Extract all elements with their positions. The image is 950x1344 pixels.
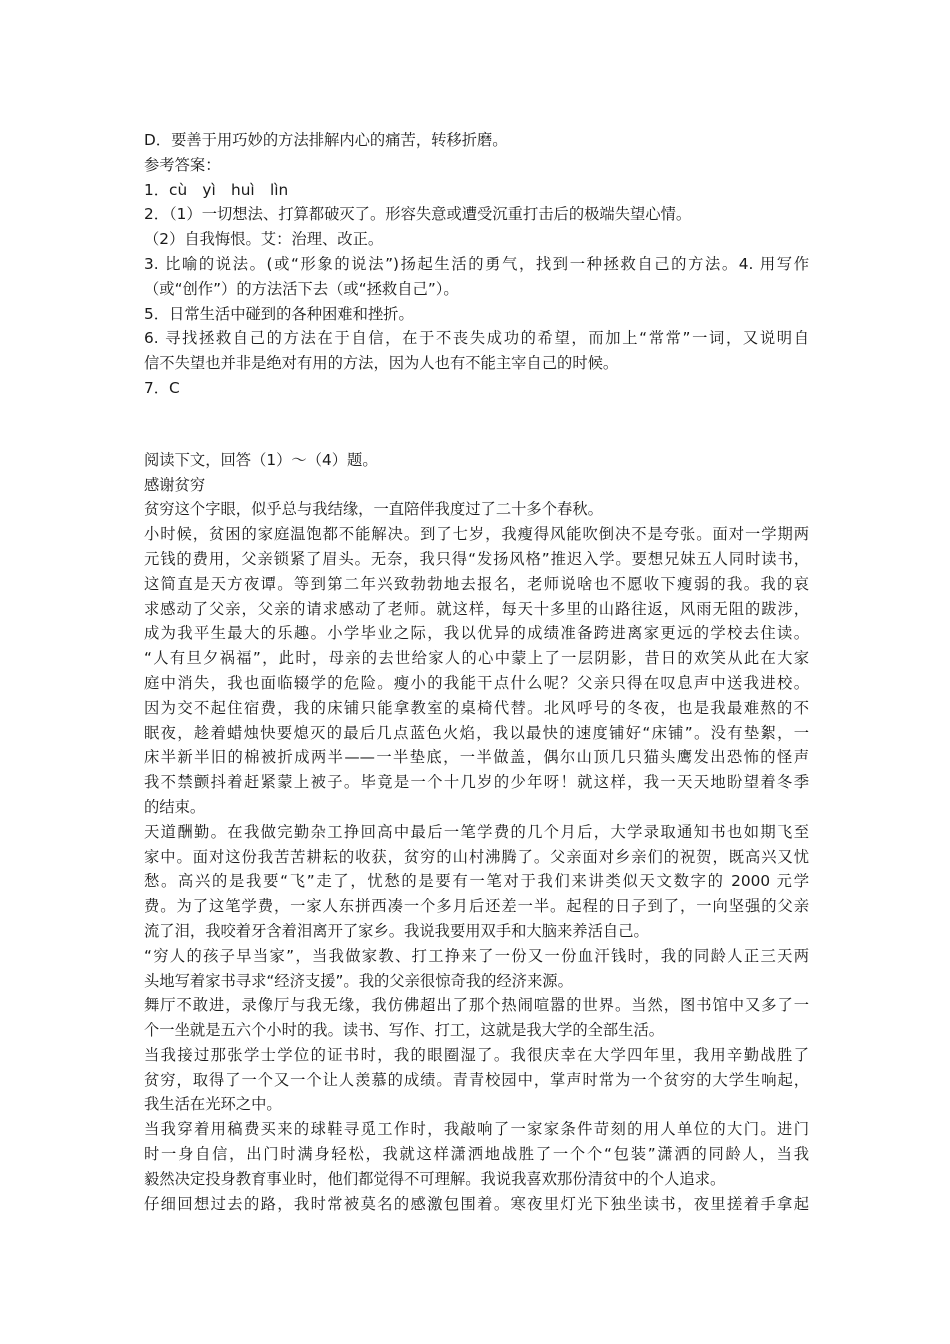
article-line: 头地写着家书寻求“经济支援”。我的父亲很惊奇我的经济来源。 (144, 971, 573, 990)
document-body (144, 128, 809, 1216)
article-line: 当我接过那张学士学位的证书时，我的眼圈湿了。我很庆幸在大学四年里，我用辛勤战胜了 (144, 1045, 809, 1064)
article-line: 小时候，贫困的家庭温饱都不能解决。到了七岁，我瘦得风能吹倒决不是夸张。面对一学期两 (144, 525, 809, 544)
section-gap (144, 401, 809, 448)
article-line: 贫穷这个字眼，似乎总与我结缘，一直陪伴我度过了二十多个春秋。 (144, 500, 603, 519)
answer-7: 7．C (144, 378, 180, 397)
article-line: 我不禁颤抖着赶紧蒙上被子。毕竟是一个十几岁的少年呀！就这样，我一天天地盼望着冬季 (144, 773, 809, 792)
answer-6-line-2: 信不失望也并非是绝对有用的方法，因为人也有不能主宰自己的时候。 (144, 354, 619, 373)
article-line: 元钱的费用，父亲锁紧了眉头。无奈，我只得“发扬风格”推迟入学。要想兄妹五人同时读书， (144, 549, 809, 568)
article-line: 毅然决定投身教育事业时，他们都觉得不可理解。我说我喜欢那份清贫中的个人追求。 (144, 1169, 726, 1188)
article-line: 仔细回想过去的路，我时常被莫名的感激包围着。寒夜里灯光下独坐读书，夜里搓着手拿起 (144, 1194, 809, 1213)
answer-2-part-2: （2）自我悔恨。艾：治理、改正。 (144, 230, 384, 249)
article-line: 当我穿着用稿费买来的球鞋寻觅工作时，我敲响了一家家条件苛刻的用人单位的大门。进门 (144, 1120, 809, 1139)
answer-6-line-1: 6. 寻找拯救自己的方法在于自信，在于不丧失成功的希望，而加上“常常”一词，又说明自 (144, 329, 809, 348)
article-line: “穷人的孩子早当家”，当我做家教、打工挣来了一份又一份血汗钱时，我的同龄人正三天两 (144, 946, 809, 965)
article-line: 家中。面对这份我苦苦耕耘的收获，贫穷的山村沸腾了。父亲面对乡亲们的祝贺，既高兴又忧 (144, 847, 809, 866)
answers-heading: 参考答案： (144, 155, 221, 174)
article-line: “人有旦夕祸福”，此时，母亲的去世给家人的心中蒙上了一层阴影，昔日的欢笑从此在大家 (144, 649, 809, 668)
article-title: 感谢贫穷 (144, 475, 206, 494)
article-line: 的结束。 (144, 797, 206, 816)
article-line: 这简直是天方夜谭。等到第二年兴致勃勃地去报名，老师说啥也不愿收下瘦弱的我。我的哀 (144, 574, 809, 593)
article-line: 贫穷，取得了一个又一个让人羡慕的成绩。青青校园中，掌声时常为一个贫穷的大学生响起， (144, 1070, 809, 1089)
answer-1: 1．cù yì huì lìn (144, 180, 289, 199)
answer-3-line-2: （或“创作”）的方法活下去（或“拯救自己”）。 (144, 279, 459, 298)
article-line: 我生活在光环之中。 (144, 1095, 282, 1114)
article-line: 费。为了这笔学费，一家人东拼西凑一个多月后还差一半。起程的日子到了，一向坚强的父亲 (144, 897, 809, 916)
reading-instruction: 阅读下文，回答（1）～（4）题。 (144, 450, 378, 469)
article-line: 舞厅不敢进，录像厅与我无缘，我仿佛超出了那个热闹喧嚣的世界。当然，图书馆中又多了一 (144, 996, 809, 1015)
article-line: 成为我平生最大的乐趣。小学毕业之际，我以优异的成绩准备跨进离家更远的学校去住读。 (144, 624, 809, 643)
article-line: 眠夜，趁着蜡烛快要熄灭的最后几点蓝色火焰，我以最快的速度铺好“床铺”。没有垫絮，一 (144, 723, 809, 742)
article-line: 因为交不起住宿费，我的床铺只能拿教室的桌椅代替。北风呼号的冬夜，也是我最难熬的不 (144, 698, 809, 717)
article-line: 流了泪，我咬着牙含着泪离开了家乡。我说我要用双手和大脑来养活自己。 (144, 921, 649, 940)
article-line: 床半新半旧的棉被折成两半——一半垫底，一半做盖，偶尔山顶几只猫头鹰发出恐怖的怪声 (144, 748, 809, 767)
article-line: 个一坐就是五六个小时的我。读书、写作、打工，这就是我大学的全部生活。 (144, 1021, 665, 1040)
option-d: D．要善于用巧妙的方法排解内心的痛苦，转移折磨。 (144, 131, 508, 149)
article-line: 时一身自信，出门时满身轻松，我就这样潇洒地战胜了一个个“包装”潇洒的同龄人，当我 (144, 1145, 809, 1164)
article-line: 求感动了父亲，父亲的请求感动了老师。就这样，每天十多里的山路往返，风雨无阻的跋涉， (144, 599, 809, 618)
answer-2: 2．（1）一切想法、打算都破灭了。形容失意或遭受沉重打击后的极端失望心情。 (144, 205, 692, 224)
article-line: 天道酬勤。在我做完勤杂工挣回高中最后一笔学费的几个月后，大学录取通知书也如期飞至 (144, 822, 809, 841)
answer-5: 5．日常生活中碰到的各种困难和挫折。 (144, 304, 414, 323)
article-line: 愁。高兴的是我要“飞”走了，忧愁的是要有一笔对于我们来讲类似天文数字的 2000 元学 (144, 872, 809, 891)
article-line: 庭中消失，我也面临辍学的危险。瘦小的我能干点什么呢？父亲只得在叹息声中送我进校。 (144, 673, 809, 692)
answer-3-line-1: 3. 比喻的说法。(或“形象的说法”)扬起生活的勇气，找到一种拯救自己的方法。4. 用写作 (144, 254, 809, 273)
